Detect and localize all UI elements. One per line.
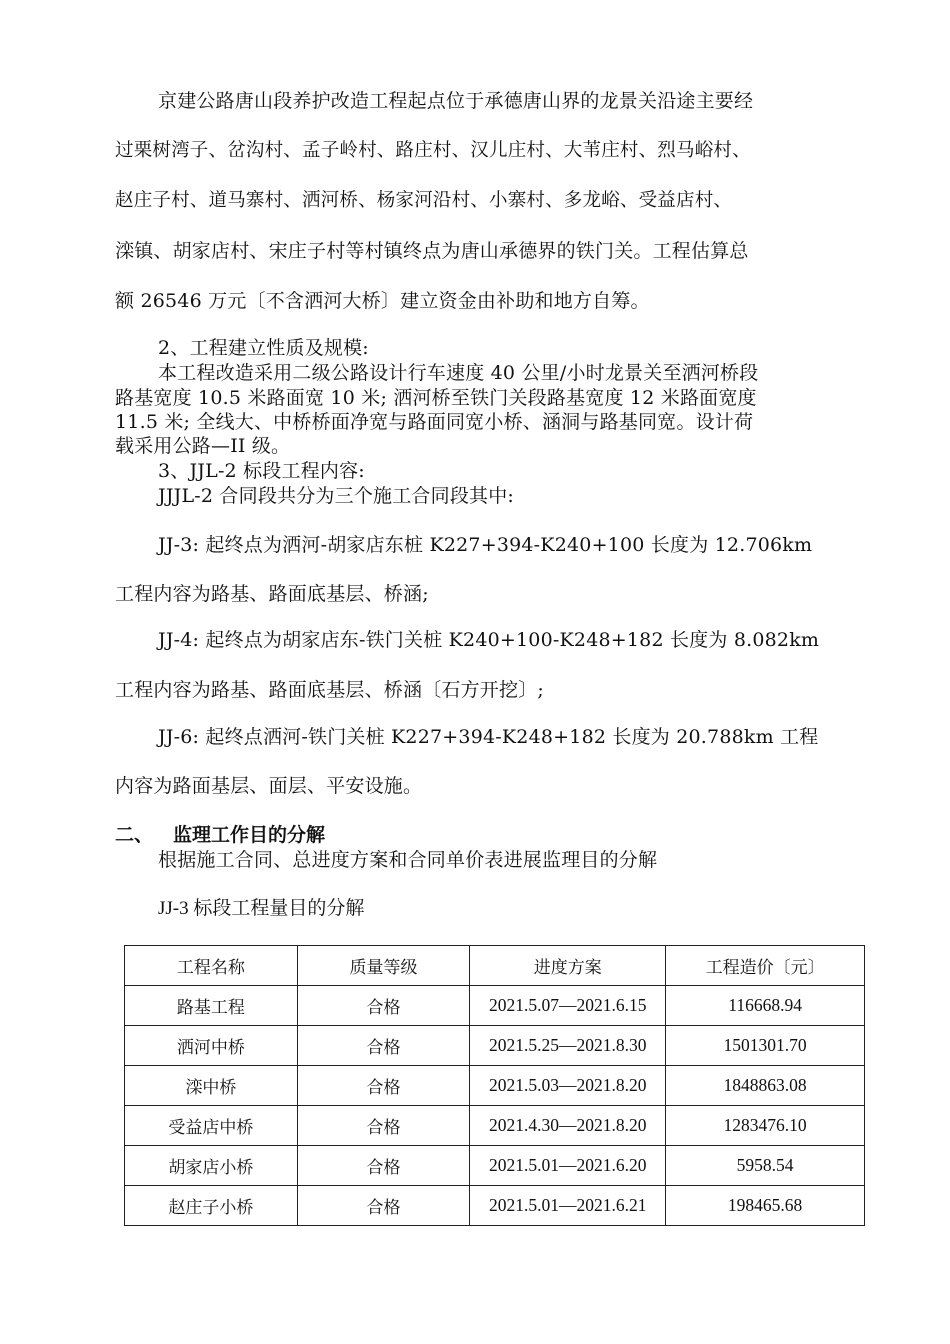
cell-schedule: 2021.5.25—2021.8.30 xyxy=(470,1026,666,1066)
paragraph-line: JJJL-2 合同段共分为三个施工合同段其中: xyxy=(158,485,515,507)
table-row xyxy=(125,1066,865,1106)
paragraph-line: 过栗树湾子、岔沟村、孟子岭村、路庄村、汉儿庄村、大苇庄村、烈马峪村、 xyxy=(115,140,751,161)
paragraph-line: 工程内容为路基、路面底基层、桥涵〔石方开挖〕; xyxy=(115,679,545,701)
paragraph-line: 本工程改造采用二级公路设计行车速度 40 公里/小时龙景关至洒河桥段 xyxy=(158,362,759,384)
quantity-table xyxy=(124,945,865,1226)
table-row xyxy=(125,1026,865,1066)
cell-name: 赵庄子小桥 xyxy=(125,1186,298,1226)
paragraph-line: JJ-3: 起终点为洒河-胡家店东桩 K227+394-K240+100 长度为 12.706km xyxy=(158,534,813,556)
paragraph-line: 工程内容为路基、路面底基层、桥涵; xyxy=(115,583,429,605)
cell-cost: 1283476.10 xyxy=(666,1106,865,1146)
subsection-heading: 3、JJL-2 标段工程内容: xyxy=(158,460,365,482)
paragraph-line: 京建公路唐山段养护改造工程起点位于承德唐山界的龙景关沿途主要经 xyxy=(158,90,754,112)
paragraph-line: 11.5 米; 全线大、中桥桥面净宽与路面同宽小桥、涵洞与路基同宽。设计荷 xyxy=(115,411,754,433)
table-row xyxy=(125,1106,865,1146)
paragraph-line: 额 26546 万元〔不含洒河大桥〕建立资金由补助和地方自筹。 xyxy=(115,290,650,312)
cell-cost: 198465.68 xyxy=(666,1186,865,1226)
header-quality-grade: 质量等级 xyxy=(297,946,470,986)
cell-name: 胡家店小桥 xyxy=(125,1146,298,1186)
cell-schedule: 2021.5.07—2021.6.15 xyxy=(470,986,666,1026)
cell-schedule: 2021.5.03—2021.8.20 xyxy=(470,1066,666,1106)
section-heading xyxy=(115,823,325,847)
paragraph-line: 滦镇、胡家店村、宋庄子村等村镇终点为唐山承德界的铁门关。工程估算总 xyxy=(115,240,749,262)
cell-name: 洒河中桥 xyxy=(125,1026,298,1066)
header-cost: 工程造价〔元〕 xyxy=(666,946,865,986)
header-project-name: 工程名称 xyxy=(125,946,298,986)
cell-schedule: 2021.4.30—2021.8.20 xyxy=(470,1106,666,1146)
cell-schedule: 2021.5.01—2021.6.20 xyxy=(470,1146,666,1186)
cell-cost: 5958.54 xyxy=(666,1146,865,1186)
table-header-row xyxy=(125,946,865,986)
cell-name: 受益店中桥 xyxy=(125,1106,298,1146)
paragraph-line: JJ-6: 起终点洒河-铁门关桩 K227+394-K248+182 长度为 20.788km 工程 xyxy=(158,726,819,748)
cell-name: 滦中桥 xyxy=(125,1066,298,1106)
cell-grade: 合格 xyxy=(297,1146,470,1186)
cell-cost: 116668.94 xyxy=(666,986,865,1026)
paragraph-line: 载采用公路—II 级。 xyxy=(115,435,291,457)
paragraph-line: 内容为路面基层、面层、平安设施。 xyxy=(115,775,423,797)
section-number: 二、 xyxy=(115,824,154,846)
paragraph-line: 赵庄子村、道马寨村、洒河桥、杨家河沿村、小寨村、多龙峪、受益店村、 xyxy=(115,190,733,211)
table-row xyxy=(125,1186,865,1226)
subsection-heading: 2、工程建立性质及规模: xyxy=(158,337,369,359)
section-title: 监理工作目的分解 xyxy=(173,824,326,846)
section-intro: 根据施工合同、总进度方案和合同单价表进展监理目的分解 xyxy=(158,849,658,871)
paragraph-line: JJ-4: 起终点为胡家店东-铁门关桩 K240+100-K248+182 长度为 8.082km xyxy=(158,629,820,651)
cell-grade: 合格 xyxy=(297,1106,470,1146)
cell-cost: 1501301.70 xyxy=(666,1026,865,1066)
cell-grade: 合格 xyxy=(297,1066,470,1106)
cell-grade: 合格 xyxy=(297,986,470,1026)
cell-grade: 合格 xyxy=(297,1026,470,1066)
table-row xyxy=(125,1146,865,1186)
header-schedule: 进度方案 xyxy=(470,946,666,986)
table-row xyxy=(125,986,865,1026)
cell-grade: 合格 xyxy=(297,1186,470,1226)
table-caption: JJ-3 标段工程量目的分解 xyxy=(158,898,365,919)
cell-schedule: 2021.5.01—2021.6.21 xyxy=(470,1186,666,1226)
paragraph-line: 路基宽度 10.5 米路面宽 10 米; 洒河桥至铁门关段路基宽度 12 米路面宽度 xyxy=(115,387,757,409)
cell-name: 路基工程 xyxy=(125,986,298,1026)
cell-cost: 1848863.08 xyxy=(666,1066,865,1106)
